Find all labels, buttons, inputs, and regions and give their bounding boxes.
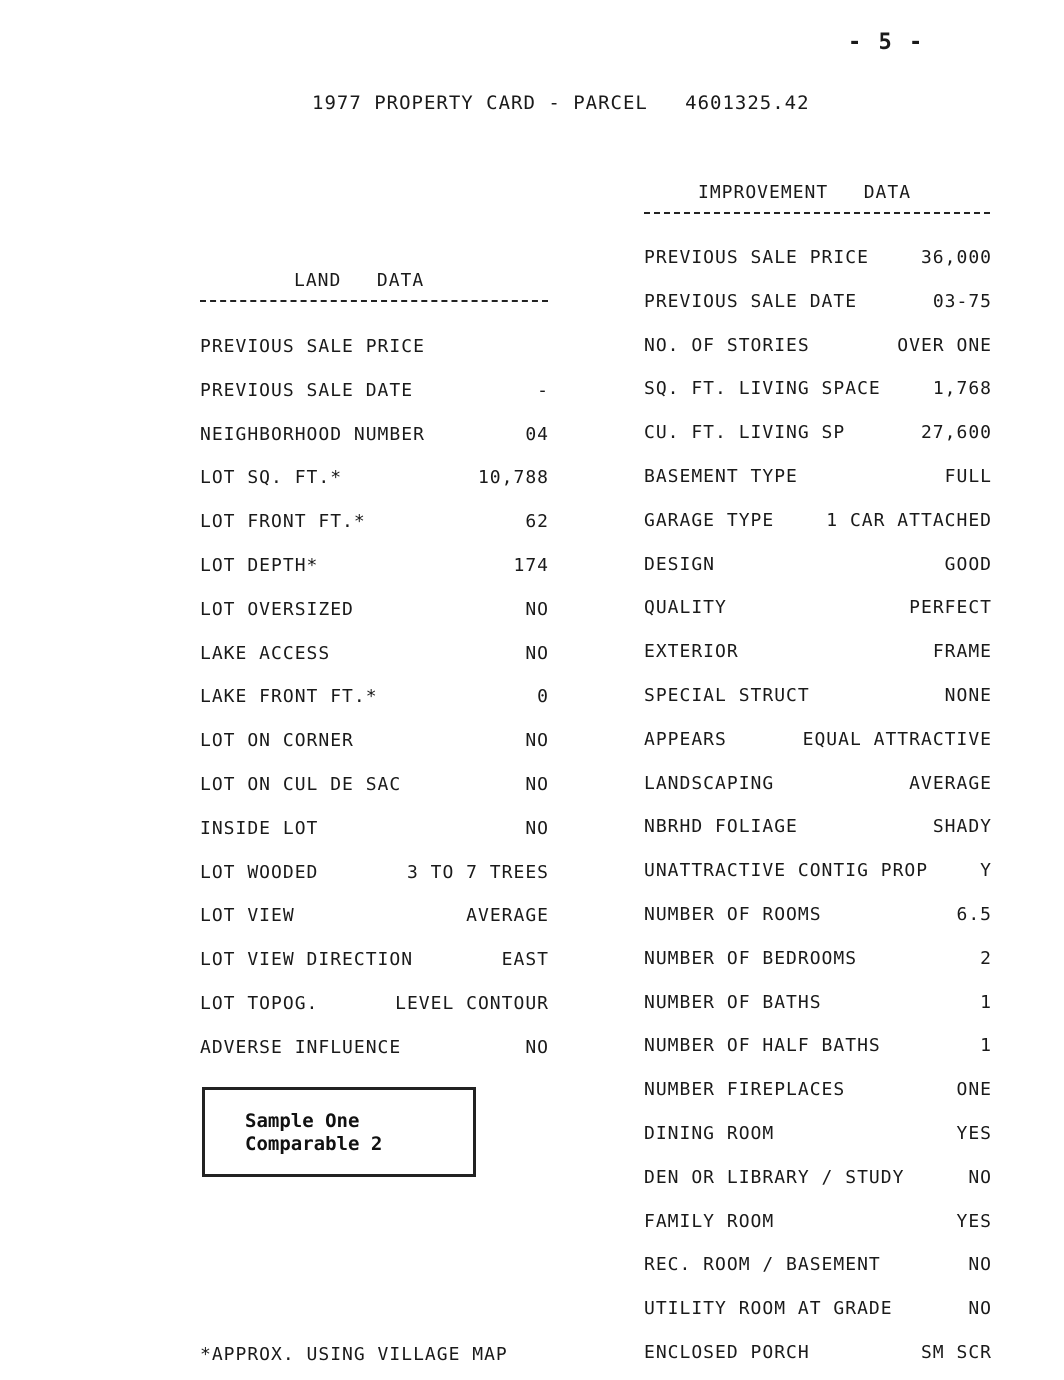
row-value: 0 (537, 686, 549, 708)
row-value: - (537, 379, 549, 401)
data-row (200, 728, 549, 754)
data-row (200, 509, 549, 535)
data-row (200, 641, 549, 667)
row-label: APPEARS (644, 728, 727, 750)
data-row (644, 1077, 992, 1103)
row-label: NO. OF STORIES (644, 334, 810, 356)
row-label: LANDSCAPING (644, 772, 775, 794)
row-label: ENCLOSED PORCH (644, 1342, 810, 1363)
row-label: CU. FT. LIVING SP (644, 422, 846, 444)
row-value: NO (968, 1298, 992, 1320)
data-row (644, 376, 992, 402)
row-value: 1 (980, 1035, 992, 1057)
land-heading-rule (200, 300, 548, 302)
data-row (200, 553, 549, 579)
row-label: ADVERSE INFLUENCE (200, 1036, 402, 1058)
data-row (644, 1121, 992, 1147)
row-value: NO (525, 642, 549, 664)
data-row (200, 991, 549, 1017)
data-row (200, 422, 549, 448)
row-label: INSIDE LOT (200, 817, 319, 839)
row-label: LOT WOODED (200, 861, 319, 883)
row-value: 1,768 (932, 378, 992, 400)
data-row (644, 902, 992, 928)
row-label: NEIGHBORHOOD NUMBER (200, 423, 425, 445)
data-row (644, 1296, 992, 1322)
row-label: LAKE FRONT FT.* (200, 686, 378, 708)
row-value: NO (525, 598, 549, 620)
row-value: AVERAGE (466, 905, 549, 927)
data-row (644, 814, 992, 840)
row-value: YES (956, 1123, 992, 1144)
data-row (644, 508, 992, 534)
row-value: NO (525, 1036, 549, 1058)
row-label: NBRHD FOLIAGE (644, 816, 798, 838)
row-label: PREVIOUS SALE PRICE (644, 247, 869, 268)
document-title: 1977 PROPERTY CARD - PARCEL 4601325.42 (312, 92, 810, 114)
row-label: LOT ON CORNER (200, 730, 354, 752)
data-row (200, 597, 549, 623)
data-row (200, 1035, 549, 1061)
row-value: NO (525, 774, 549, 795)
row-label: DINING ROOM (644, 1123, 775, 1144)
data-row (644, 639, 992, 665)
land-data-heading: LAND DATA (294, 270, 425, 291)
row-label: LAKE ACCESS (200, 642, 331, 664)
row-value: SM SCR (920, 1342, 992, 1363)
row-value: SHADY (932, 816, 992, 838)
data-row (644, 683, 992, 709)
row-value: 1 (980, 991, 992, 1013)
row-label: FAMILY ROOM (644, 1210, 775, 1232)
row-label: LOT ON CUL DE SAC (200, 774, 402, 795)
row-value: ONE (956, 1079, 992, 1101)
data-row (644, 990, 992, 1016)
row-label: SPECIAL STRUCT (644, 685, 810, 706)
row-value: YES (956, 1210, 992, 1232)
row-label: PREVIOUS SALE DATE (200, 379, 414, 401)
data-row (644, 245, 992, 271)
row-label: PREVIOUS SALE DATE (644, 290, 858, 312)
row-value: 36,000 (920, 247, 992, 268)
row-label: DEN OR LIBRARY / STUDY (644, 1166, 905, 1188)
row-label: EXTERIOR (644, 641, 739, 663)
row-label: QUALITY (644, 597, 727, 619)
row-label: GARAGE TYPE (644, 509, 775, 531)
row-label: LOT SQ. FT.* (200, 467, 343, 489)
row-value: 04 (525, 423, 549, 445)
improvement-heading-rule (644, 212, 990, 214)
row-value: 2 (980, 947, 992, 969)
stamp-line-2: Comparable 2 (245, 1133, 383, 1155)
row-value: PERFECT (909, 597, 992, 619)
data-row (200, 903, 549, 929)
row-value: 10,788 (477, 467, 549, 489)
data-row (644, 464, 992, 490)
row-label: BASEMENT TYPE (644, 466, 798, 487)
data-row (644, 727, 992, 753)
data-row (644, 595, 992, 621)
data-row (644, 289, 992, 315)
row-value: OVER ONE (897, 334, 992, 356)
row-value: LEVEL CONTOUR (395, 993, 549, 1014)
data-row (644, 946, 992, 972)
row-value: AVERAGE (909, 772, 992, 794)
data-row (644, 552, 992, 578)
row-label: LOT FRONT FT.* (200, 511, 366, 533)
row-value: NO (525, 730, 549, 752)
data-row (644, 420, 992, 446)
stamp-line-1: Sample One (245, 1110, 360, 1132)
footnote: *APPROX. USING VILLAGE MAP (200, 1344, 508, 1365)
row-value: GOOD (944, 553, 992, 575)
row-label: LOT OVERSIZED (200, 598, 354, 620)
row-value: 3 TO 7 TREES (406, 861, 549, 883)
data-row (644, 333, 992, 359)
data-row (644, 1165, 992, 1191)
row-label: LOT VIEW DIRECTION (200, 949, 414, 971)
row-label: LOT VIEW (200, 905, 295, 927)
row-label: DESIGN (644, 553, 716, 575)
row-value: EQUAL ATTRACTIVE (802, 728, 992, 750)
row-label: PREVIOUS SALE PRICE (200, 336, 425, 357)
row-label: UTILITY ROOM AT GRADE (644, 1298, 893, 1320)
row-value: 27,600 (920, 422, 992, 444)
data-row (200, 684, 549, 710)
row-value: 6.5 (956, 904, 992, 925)
row-label: NUMBER FIREPLACES (644, 1079, 846, 1101)
data-row (644, 858, 992, 884)
data-row (200, 772, 549, 798)
row-value: NO (968, 1166, 992, 1188)
row-label: NUMBER OF ROOMS (644, 904, 822, 925)
row-label: SQ. FT. LIVING SPACE (644, 378, 881, 400)
row-value: NO (525, 817, 549, 839)
data-row (644, 1340, 992, 1366)
data-row (200, 465, 549, 491)
row-value: NO (968, 1254, 992, 1276)
row-value: 174 (513, 555, 549, 576)
sample-stamp-box (202, 1087, 476, 1177)
improvement-data-heading: IMPROVEMENT DATA (698, 182, 912, 203)
row-value: 03-75 (932, 290, 992, 312)
data-row (644, 1033, 992, 1059)
data-row (200, 860, 549, 886)
data-row (644, 1209, 992, 1235)
row-value: EAST (501, 949, 549, 971)
row-label: NUMBER OF BATHS (644, 991, 822, 1013)
row-value: NONE (944, 685, 992, 706)
row-label: LOT DEPTH* (200, 555, 319, 576)
row-label: NUMBER OF HALF BATHS (644, 1035, 881, 1057)
data-row (200, 378, 549, 404)
data-row (200, 816, 549, 842)
row-label: UNATTRACTIVE CONTIG PROP (644, 860, 929, 882)
row-label: LOT TOPOG. (200, 993, 319, 1014)
row-label: REC. ROOM / BASEMENT (644, 1254, 881, 1276)
row-value: 1 CAR ATTACHED (826, 509, 992, 531)
row-value: FULL (944, 466, 992, 487)
row-label: NUMBER OF BEDROOMS (644, 947, 858, 969)
row-value: FRAME (932, 641, 992, 663)
page-number: - 5 - (848, 30, 925, 55)
row-value: 62 (525, 511, 549, 533)
data-row (644, 1252, 992, 1278)
data-row (644, 771, 992, 797)
data-row (200, 334, 549, 360)
data-row (200, 947, 549, 973)
row-value: Y (980, 860, 992, 882)
